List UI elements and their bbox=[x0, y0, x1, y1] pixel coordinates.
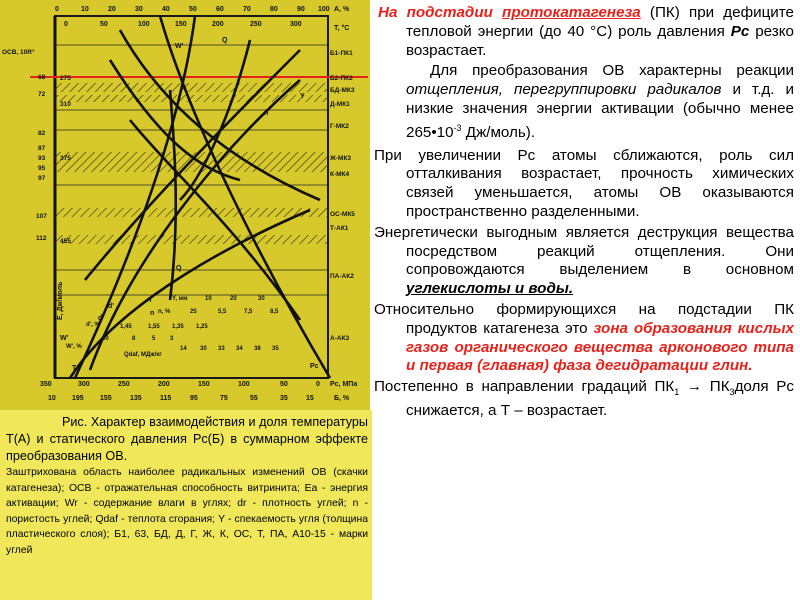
p6-sub1: 1 bbox=[674, 387, 680, 398]
svg-text:375: 375 bbox=[60, 155, 71, 162]
svg-text:35: 35 bbox=[280, 395, 288, 402]
svg-text:Г-МК2: Г-МК2 bbox=[330, 123, 349, 130]
paragraph-reactions bbox=[374, 62, 794, 142]
svg-text:55: 55 bbox=[250, 395, 258, 402]
svg-text:250: 250 bbox=[118, 381, 130, 388]
svg-text:90: 90 bbox=[297, 6, 305, 13]
svg-text:40: 40 bbox=[162, 6, 170, 13]
svg-text:150: 150 bbox=[175, 21, 187, 28]
p1-body: при дефиците тепловой энергии (до 40 °С) роль давления bbox=[406, 4, 794, 40]
svg-text:95: 95 bbox=[190, 395, 198, 402]
svg-text:107: 107 bbox=[36, 213, 47, 220]
svg-text:n: n bbox=[150, 310, 155, 317]
svg-text:34: 34 bbox=[236, 346, 243, 352]
svg-text:Pc: Pc bbox=[310, 363, 319, 370]
svg-text:310: 310 bbox=[60, 101, 71, 108]
bottom-percent-axis bbox=[48, 395, 350, 402]
svg-text:30: 30 bbox=[258, 296, 265, 302]
svg-text:70: 70 bbox=[243, 6, 251, 13]
svg-text:Q: Q bbox=[176, 265, 182, 272]
svg-text:250: 250 bbox=[250, 21, 262, 28]
hatched-band bbox=[55, 208, 328, 217]
svg-text:БД-МК3: БД-МК3 bbox=[330, 87, 355, 94]
p2-sup: -3 bbox=[453, 122, 462, 133]
svg-text:135: 135 bbox=[130, 395, 142, 402]
p2-italic: отщепления, перегруппировки радикалов bbox=[406, 81, 722, 99]
p6-sub2: 3 bbox=[729, 387, 735, 398]
svg-text:Т, °С: Т, °С bbox=[334, 25, 350, 32]
svg-text:5: 5 bbox=[152, 336, 156, 342]
caption-legend: Заштрихована область наиболее радикальных изменений ОВ (скачки катагенеза); ОСВ - отражательная способность витринита; Ea - энергия активации; Wr - содержание влаги в углях; dr - плотность углей; n - пористость углей; Qdaf - теплота сгорания; Y - спекаемость угля (толщина пластического слоя); Б1, 63, БД, Д, Г, Ж, К, ОС, Т, ПА, А10-15 - марки углей bbox=[6, 467, 368, 556]
svg-text:Т: Т bbox=[72, 365, 77, 372]
p6-lead: Постепенно в направлении градаций ПК bbox=[374, 378, 675, 396]
svg-text:1,45: 1,45 bbox=[120, 324, 132, 330]
svg-text:100: 100 bbox=[138, 21, 150, 28]
svg-text:50: 50 bbox=[280, 381, 288, 388]
svg-text:ОСВ, 10R°: ОСВ, 10R° bbox=[2, 49, 35, 56]
top-axis bbox=[55, 6, 350, 13]
coal-diagram bbox=[0, 0, 370, 410]
p1-term: протокатагенеза bbox=[502, 4, 641, 21]
svg-text:95: 95 bbox=[38, 165, 46, 172]
svg-text:68: 68 bbox=[38, 74, 46, 81]
svg-text:300: 300 bbox=[290, 21, 302, 28]
svg-text:Рс, МПа: Рс, МПа bbox=[330, 381, 358, 388]
p2-tail: Дж/моль). bbox=[461, 123, 536, 141]
svg-text:Qdaf, МДж/кг: Qdaf, МДж/кг bbox=[124, 352, 162, 358]
svg-text:А-АК3: А-АК3 bbox=[330, 335, 350, 342]
p1-pc: Рс bbox=[730, 22, 750, 40]
p5-emph: зона образования кислых газов органического вещества арконового типа и первая (главная) фаза дегидратации глин. bbox=[406, 319, 795, 375]
svg-text:112: 112 bbox=[36, 235, 47, 242]
svg-text:195: 195 bbox=[72, 395, 84, 402]
svg-text:ОС-МК5: ОС-МК5 bbox=[330, 211, 355, 218]
svg-text:Y: Y bbox=[148, 297, 153, 304]
svg-text:8: 8 bbox=[132, 336, 136, 342]
svg-text:30: 30 bbox=[135, 6, 143, 13]
coal-diagram-figure bbox=[0, 0, 370, 410]
paragraph-protocatagenesis bbox=[374, 4, 794, 60]
svg-text:d', %: d', % bbox=[86, 322, 100, 328]
svg-text:1,35: 1,35 bbox=[172, 324, 184, 330]
svg-text:К-МК4: К-МК4 bbox=[330, 171, 350, 178]
svg-text:Q: Q bbox=[222, 37, 228, 44]
right-labels bbox=[329, 50, 355, 342]
svg-text:93: 93 bbox=[38, 155, 46, 162]
svg-text:25: 25 bbox=[190, 309, 197, 315]
svg-text:Д-МК1: Д-МК1 bbox=[330, 101, 350, 108]
hatched-band bbox=[55, 95, 328, 102]
svg-text:Т-АК1: Т-АК1 bbox=[330, 225, 349, 232]
p2-lead: Для преобразования ОВ характерны реакции bbox=[430, 62, 794, 80]
svg-text:20: 20 bbox=[230, 296, 237, 302]
svg-text:30: 30 bbox=[200, 346, 207, 352]
svg-text:Y, мм: Y, мм bbox=[172, 296, 188, 302]
svg-text:d': d' bbox=[108, 303, 114, 310]
p1-lead: На подстадии bbox=[378, 4, 503, 21]
svg-text:8,5: 8,5 bbox=[270, 309, 279, 315]
svg-text:14: 14 bbox=[180, 346, 187, 352]
paragraph-gradations bbox=[374, 378, 794, 421]
svg-text:97: 97 bbox=[38, 175, 46, 182]
svg-text:87: 87 bbox=[38, 145, 46, 152]
svg-text:75: 75 bbox=[220, 395, 228, 402]
svg-text:1,55: 1,55 bbox=[148, 324, 160, 330]
paragraph-destruction bbox=[374, 224, 794, 299]
svg-text:60: 60 bbox=[216, 6, 224, 13]
svg-text:Б2-ПК2: Б2-ПК2 bbox=[330, 75, 353, 82]
hatched-band bbox=[55, 235, 328, 244]
svg-text:d': d' bbox=[98, 315, 104, 322]
p1-abbr: (ПК) bbox=[640, 4, 680, 21]
svg-text:W': W' bbox=[60, 335, 69, 342]
svg-text:15: 15 bbox=[306, 395, 314, 402]
svg-text:80: 80 bbox=[270, 6, 278, 13]
svg-text:20: 20 bbox=[108, 6, 116, 13]
svg-text:0: 0 bbox=[316, 381, 320, 388]
svg-text:А, %: А, % bbox=[334, 6, 350, 13]
svg-text:Ж-МК3: Ж-МК3 bbox=[330, 155, 352, 162]
svg-text:ПА-АК2: ПА-АК2 bbox=[330, 273, 354, 280]
vertical-axis-label: Е, Дж/моль bbox=[57, 281, 64, 320]
svg-text:200: 200 bbox=[158, 381, 170, 388]
pressure-axis bbox=[40, 381, 357, 388]
svg-text:115: 115 bbox=[160, 395, 172, 402]
svg-text:Y: Y bbox=[300, 93, 305, 100]
svg-text:3: 3 bbox=[170, 336, 174, 342]
paragraph-pressure-increase: При увеличении Рс атомы сближаются, роль сил отталкивания возрастает, прочность химических связей уменьшается, атомы ОВ оказываются пространственно разделенными. bbox=[374, 146, 794, 221]
svg-text:Б1-ПК1: Б1-ПК1 bbox=[330, 50, 353, 57]
p2-body: и т.д. и низкие значения энергии активации (обычно менее 265•10 bbox=[406, 81, 794, 141]
svg-text:50: 50 bbox=[189, 6, 197, 13]
svg-text:50: 50 bbox=[100, 21, 108, 28]
figure-caption bbox=[0, 410, 372, 600]
caption-main bbox=[6, 414, 368, 465]
p1-tail: резко возрастает. bbox=[406, 22, 794, 59]
svg-text:Б, %: Б, % bbox=[334, 395, 350, 402]
svg-text:275: 275 bbox=[60, 75, 71, 82]
svg-text:n, %: n, % bbox=[158, 309, 171, 315]
svg-text:0: 0 bbox=[64, 21, 68, 28]
svg-text:350: 350 bbox=[40, 381, 52, 388]
p5-body: Относительно формирующихся на подстадии ПК продуктов катагенеза это bbox=[374, 301, 794, 337]
p6-tail: доля Рс снижается, а Т – возрастает. bbox=[406, 378, 794, 420]
svg-text:5,5: 5,5 bbox=[218, 309, 227, 315]
svg-text:10: 10 bbox=[81, 6, 89, 13]
svg-text:155: 155 bbox=[100, 395, 112, 402]
svg-text:455: 455 bbox=[60, 238, 71, 245]
svg-text:82: 82 bbox=[38, 130, 46, 137]
svg-text:100: 100 bbox=[238, 381, 250, 388]
svg-text:W', %: W', % bbox=[66, 344, 82, 350]
svg-text:150: 150 bbox=[198, 381, 210, 388]
p6-arrow: → ПК bbox=[679, 378, 730, 396]
slide-text bbox=[374, 4, 794, 600]
svg-text:35: 35 bbox=[272, 346, 279, 352]
svg-text:33: 33 bbox=[218, 346, 225, 352]
svg-text:38: 38 bbox=[254, 346, 261, 352]
svg-text:7,5: 7,5 bbox=[244, 309, 253, 315]
svg-text:72: 72 bbox=[38, 91, 46, 98]
svg-text:300: 300 bbox=[78, 381, 90, 388]
svg-text:10: 10 bbox=[205, 296, 212, 302]
svg-text:1,25: 1,25 bbox=[196, 324, 208, 330]
svg-text:100: 100 bbox=[318, 6, 330, 13]
p4-body: Энергетически выгодным является деструкция вещества посредством реакций отщепления. Они сопровождаются выделением в основном bbox=[374, 223, 794, 279]
svg-text:200: 200 bbox=[212, 21, 224, 28]
svg-text:10: 10 bbox=[48, 395, 56, 402]
svg-text:W': W' bbox=[175, 43, 184, 50]
temperature-axis bbox=[64, 21, 349, 32]
svg-text:0: 0 bbox=[55, 6, 59, 13]
p4-emph: углекислоты и воды. bbox=[406, 280, 574, 298]
svg-text:30: 30 bbox=[102, 336, 109, 342]
svg-text:n: n bbox=[264, 110, 269, 117]
caption-main-text: Рис. Характер взаимодействия и доля температуры Т(А) и статического давления Рс(Б) в суммарном эффекте преобразования ОВ. bbox=[6, 415, 368, 463]
paragraph-products bbox=[374, 301, 794, 376]
